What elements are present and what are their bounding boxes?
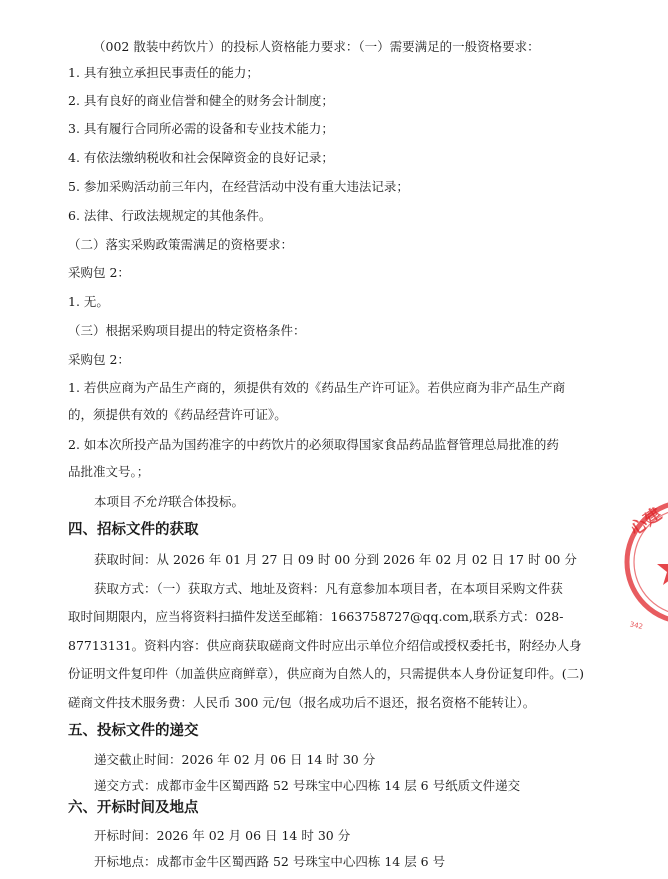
opening-place: 开标地点：成都市金牛区蜀西路 52 号珠宝中心四栋 14 层 6 号 xyxy=(94,854,446,869)
special-item-2b: 品批准文号。； xyxy=(68,464,150,479)
consortium-prefix: 本项目 xyxy=(94,494,132,509)
special-item-1b: 的，须提供有效的《药品经营许可证》。 xyxy=(68,407,287,422)
svg-text:心建: 心建 xyxy=(626,504,666,541)
acquisition-method-2: 取时间期限内，应当将资料扫描件发送至邮箱：1663758727@qq.com,联系方式：028- xyxy=(68,609,564,624)
requirement-2: 2. 具有良好的商业信誉和健全的财务会计制度； xyxy=(68,93,334,108)
requirement-3: 3. 具有履行合同所必需的设备和专业技术能力； xyxy=(68,121,334,136)
requirement-5: 5. 参加采购活动前三年内，在经营活动中没有重大违法记录； xyxy=(68,179,409,194)
acquisition-time: 获取时间：从 2026 年 01 月 27 日 09 时 00 分到 2026 年 02 月 02 日 17 时 00 分 xyxy=(94,552,577,567)
consortium-emphasis: 不允许 xyxy=(131,494,170,509)
special-requirements-heading: （三）根据采购项目提出的特定资格条件： xyxy=(68,323,306,338)
consortium-suffix: 联合体投标。 xyxy=(169,494,245,509)
policy-item-1: 1. 无。 xyxy=(68,294,109,309)
requirement-4: 4. 有依法缴纳税收和社会保障资金的良好记录； xyxy=(68,150,334,165)
requirement-6: 6. 法律、行政法规规定的其他条件。 xyxy=(68,208,272,223)
package-label-1: 采购包 2： xyxy=(68,265,130,280)
requirement-1: 1. 具有独立承担民事责任的能力； xyxy=(68,65,259,80)
special-item-1a: 1. 若供应商为产品生产商的，须提供有效的《药品生产许可证》。若供应商为非产品生产商 xyxy=(68,380,566,395)
opening-time: 开标时间：2026 年 02 月 06 日 14 时 30 分 xyxy=(94,828,351,843)
submission-deadline: 递交截止时间：2026 年 02 月 06 日 14 时 30 分 xyxy=(94,752,376,767)
company-seal-stamp xyxy=(612,490,668,640)
special-item-2a: 2. 如本次所投产品为国药准字的中药饮片的必须取得国家食品药品监督管理总局批准的药 xyxy=(68,437,559,452)
acquisition-method-1: 获取方式：（一）获取方式、地址及资料：凡有意参加本项目者，在本项目采购文件获 xyxy=(94,581,563,596)
acquisition-method-3: 87713131。资料内容：供应商获取磋商文件时应出示单位介绍信或授权委托书，附经办人身 xyxy=(68,638,582,653)
qualification-intro: （002 散装中药饮片）的投标人资格能力要求：（一）需要满足的一般资格要求： xyxy=(93,39,540,54)
policy-requirements-heading: （二）落实采购政策需满足的资格要求： xyxy=(68,237,294,252)
package-label-2: 采购包 2： xyxy=(68,352,130,367)
section4-title: 四、招标文件的获取 xyxy=(68,522,199,538)
section5-title: 五、投标文件的递交 xyxy=(68,723,199,739)
acquisition-method-5: 磋商文件技术服务费：人民币 300 元/包（报名成功后不退还，报名资格不能转让）。 xyxy=(68,695,536,710)
section6-title: 六、开标时间及地点 xyxy=(68,800,199,816)
svg-text:342: 342 xyxy=(628,620,644,631)
acquisition-method-4: 份证明文件复印件（加盖供应商鲜章），供应商为自然人的，只需提供本人身份证复印件。(二) xyxy=(68,666,585,681)
consortium-statement xyxy=(94,494,244,510)
submission-method: 递交方式：成都市金牛区蜀西路 52 号珠宝中心四栋 14 层 6 号纸质文件递交 xyxy=(94,778,521,793)
